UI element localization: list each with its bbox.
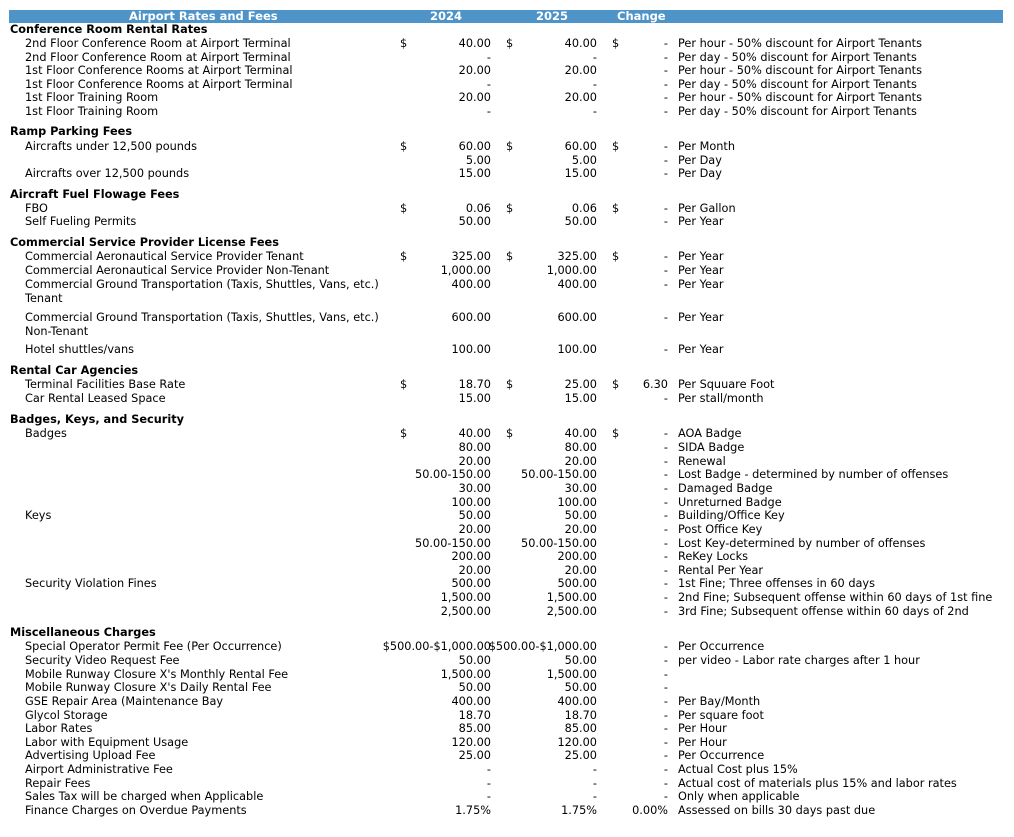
value-2025: 1.75%: [561, 804, 597, 817]
fee-note: Per Gallon: [678, 202, 736, 215]
change-value: -: [663, 668, 668, 681]
fee-label: FBO: [25, 202, 48, 215]
fee-note: Per Year: [678, 278, 724, 291]
change-value: -: [663, 681, 668, 694]
value-2025: 600.00: [557, 311, 597, 324]
value-2025: -: [592, 763, 597, 776]
section-title: Badges, Keys, and Security: [10, 413, 184, 426]
change-value: -: [663, 790, 668, 803]
fee-note: Per hour - 50% discount for Airport Tenants: [678, 91, 922, 104]
value-2024: 1,500.00: [440, 591, 491, 604]
fee-label: Badges: [25, 427, 67, 440]
value-2024: 50.00: [458, 681, 491, 694]
value-2025: 200.00: [557, 550, 597, 563]
fee-note: Per Hour: [678, 722, 727, 735]
change-value: -: [663, 640, 668, 653]
table-row: [0, 78, 1014, 92]
table-row: [0, 640, 1014, 654]
change-value: -: [663, 140, 668, 153]
change-value: -: [663, 311, 668, 324]
table-row: [0, 564, 1014, 578]
fee-note: Per square foot: [678, 709, 764, 722]
fee-label: Self Fueling Permits: [25, 215, 137, 228]
value-2025: 20.00: [564, 91, 597, 104]
value-2025: 20.00: [564, 64, 597, 77]
fee-note: Only when applicable: [678, 790, 800, 803]
value-2024: 1,500.00: [440, 668, 491, 681]
change-value: -: [663, 564, 668, 577]
fee-label: Mobile Runway Closure X's Daily Rental Fee: [25, 681, 272, 694]
value-2024: 50.00-150.00: [415, 537, 491, 550]
fee-note: Per hour - 50% discount for Airport Tenants: [678, 37, 922, 50]
value-2024: 500.00: [451, 577, 491, 590]
fee-note: ReKey Locks: [678, 550, 749, 563]
currency-symbol-2024: $: [400, 140, 408, 153]
change-value: -: [663, 105, 668, 118]
change-value: -: [663, 427, 668, 440]
section-title: Ramp Parking Fees: [10, 125, 133, 138]
fee-note: Per stall/month: [678, 392, 764, 405]
value-2024: 50.00: [458, 509, 491, 522]
value-2025: 80.00: [564, 441, 597, 454]
value-2025: $500.00-$1,000.00: [488, 640, 597, 653]
value-2025: 20.00: [564, 455, 597, 468]
change-value: -: [663, 654, 668, 667]
change-value: -: [663, 250, 668, 263]
table-row: [0, 804, 1014, 818]
fee-label: Glycol Storage: [25, 709, 108, 722]
currency-symbol-change: $: [612, 378, 620, 391]
value-2024: 40.00: [458, 37, 491, 50]
fee-note: Per Year: [678, 264, 724, 277]
fee-note: Per Bay/Month: [678, 695, 761, 708]
table-row: [0, 550, 1014, 564]
value-2024: 0.06: [465, 202, 491, 215]
currency-symbol-2024: $: [400, 427, 408, 440]
change-value: -: [663, 591, 668, 604]
fee-label: Advertising Upload Fee: [25, 749, 156, 762]
value-2024: 100.00: [451, 343, 491, 356]
value-2024: $500.00-$1,000.00: [382, 640, 491, 653]
value-2024: -: [486, 78, 491, 91]
section-header-row: [0, 23, 1014, 37]
fee-label: 2nd Floor Conference Room at Airport Terminal: [25, 37, 291, 50]
currency-symbol-2025: $: [506, 427, 514, 440]
table-row: [0, 311, 1014, 338]
change-value: -: [663, 264, 668, 277]
change-value: -: [663, 550, 668, 563]
value-2025: 100.00: [557, 343, 597, 356]
fee-label: 2nd Floor Conference Room at Airport Terminal: [25, 51, 291, 64]
currency-symbol-2024: $: [400, 378, 408, 391]
table-row: [0, 264, 1014, 278]
value-2025: 50.00: [564, 215, 597, 228]
value-2025: -: [592, 78, 597, 91]
fee-note: Per Squuare Foot: [678, 378, 775, 391]
value-2024: 60.00: [458, 140, 491, 153]
section-header-row: [0, 413, 1014, 427]
change-value: -: [663, 523, 668, 536]
table-row: [0, 681, 1014, 695]
sheet-title: Airport Rates and Fees: [129, 9, 278, 23]
value-2025: 0.06: [571, 202, 597, 215]
fee-label: Finance Charges on Overdue Payments: [25, 804, 247, 817]
value-2024: 100.00: [451, 496, 491, 509]
value-2025: 20.00: [564, 564, 597, 577]
change-value: -: [663, 78, 668, 91]
fee-label: Commercial Ground Transportation (Taxis, Shuttles, Vans, etc.) Non-Tenant: [25, 311, 379, 338]
value-2025: 400.00: [557, 695, 597, 708]
fee-note: Lost Key-determined by number of offenses: [678, 537, 926, 550]
fee-label: Aircrafts under 12,500 pounds: [25, 140, 197, 153]
fee-note: Assessed on bills 30 days past due: [678, 804, 876, 817]
value-2025: 15.00: [564, 167, 597, 180]
fee-note: AOA Badge: [678, 427, 742, 440]
fee-note: Per Year: [678, 215, 724, 228]
change-value: -: [663, 167, 668, 180]
fee-note: 3rd Fine; Subsequent offense within 60 days of 2nd: [678, 605, 969, 618]
change-value: -: [663, 215, 668, 228]
fee-label: Commercial Aeronautical Service Provider Tenant: [25, 250, 304, 263]
value-2025: 1,000.00: [546, 264, 597, 277]
table-row: [0, 468, 1014, 482]
section-header-row: [0, 364, 1014, 378]
value-2024: 85.00: [458, 722, 491, 735]
value-2024: -: [486, 105, 491, 118]
currency-symbol-change: $: [612, 250, 620, 263]
value-2024: 15.00: [458, 392, 491, 405]
value-2025: 50.00: [564, 509, 597, 522]
change-value: -: [663, 202, 668, 215]
fee-label: Sales Tax will be charged when Applicable: [25, 790, 264, 803]
value-2025: 400.00: [557, 278, 597, 291]
value-2024: 400.00: [451, 695, 491, 708]
fee-note: Per Hour: [678, 736, 727, 749]
currency-symbol-2024: $: [400, 250, 408, 263]
change-value: -: [663, 695, 668, 708]
fee-label: Repair Fees: [25, 777, 91, 790]
change-value: -: [663, 392, 668, 405]
table-row: [0, 668, 1014, 682]
change-value: 6.30: [642, 378, 668, 391]
fee-note: Actual Cost plus 15%: [678, 763, 798, 776]
value-2025: -: [592, 51, 597, 64]
fee-label: Keys: [25, 509, 52, 522]
table-row: [0, 695, 1014, 709]
column-header-2024: 2024: [430, 9, 463, 23]
value-2024: 25.00: [458, 749, 491, 762]
value-2025: 85.00: [564, 722, 597, 735]
currency-symbol-2024: $: [400, 202, 408, 215]
change-value: -: [663, 749, 668, 762]
value-2024: 40.00: [458, 427, 491, 440]
table-row: [0, 154, 1014, 168]
change-value: -: [663, 736, 668, 749]
value-2024: 2,500.00: [440, 605, 491, 618]
currency-symbol-change: $: [612, 202, 620, 215]
header-bar: [9, 10, 1003, 23]
table-row: [0, 736, 1014, 750]
currency-symbol-2025: $: [506, 378, 514, 391]
section-header-row: [0, 236, 1014, 250]
value-2025: 25.00: [564, 749, 597, 762]
fee-note: Renewal: [678, 455, 726, 468]
change-value: -: [663, 468, 668, 481]
fee-label: Airport Administrative Fee: [25, 763, 173, 776]
section-title: Commercial Service Provider License Fees: [10, 236, 279, 249]
value-2025: -: [592, 790, 597, 803]
table-row: [0, 523, 1014, 537]
fee-note: Per hour - 50% discount for Airport Tenants: [678, 64, 922, 77]
value-2024: 50.00-150.00: [415, 468, 491, 481]
value-2024: -: [486, 790, 491, 803]
section-title: Conference Room Rental Rates: [10, 23, 208, 36]
fee-label: Security Violation Fines: [25, 577, 157, 590]
change-value: -: [663, 496, 668, 509]
table-row: [0, 605, 1014, 619]
table-row: [0, 202, 1014, 216]
table-row: [0, 37, 1014, 51]
fee-note: Per Day: [678, 154, 722, 167]
column-header-change: Change: [617, 9, 666, 23]
value-2025: 40.00: [564, 37, 597, 50]
change-value: -: [663, 455, 668, 468]
value-2025: 50.00: [564, 681, 597, 694]
change-value: -: [663, 64, 668, 77]
change-value: -: [663, 343, 668, 356]
value-2024: 20.00: [458, 91, 491, 104]
fee-note: Lost Badge - determined by number of offenses: [678, 468, 949, 481]
table-row: [0, 441, 1014, 455]
fee-note: Per Day: [678, 167, 722, 180]
table-row: [0, 722, 1014, 736]
value-2025: 50.00: [564, 654, 597, 667]
value-2024: 80.00: [458, 441, 491, 454]
fee-label: Labor Rates: [25, 722, 93, 735]
fee-label: Commercial Aeronautical Service Provider Non-Tenant: [25, 264, 330, 277]
table-row: [0, 250, 1014, 264]
change-value: -: [663, 777, 668, 790]
currency-symbol-change: $: [612, 37, 620, 50]
table-row: [0, 749, 1014, 763]
value-2025: 60.00: [564, 140, 597, 153]
table-row: [0, 278, 1014, 305]
change-value: -: [663, 509, 668, 522]
table-row: [0, 140, 1014, 154]
fee-label: 1st Floor Training Room: [25, 91, 159, 104]
value-2024: 1,000.00: [440, 264, 491, 277]
currency-symbol-2024: $: [400, 37, 408, 50]
table-row: [0, 378, 1014, 392]
fee-label: 1st Floor Training Room: [25, 105, 159, 118]
fee-note: 1st Fine; Three offenses in 60 days: [678, 577, 876, 590]
value-2024: 20.00: [458, 64, 491, 77]
table-row: [0, 577, 1014, 591]
table-row: [0, 777, 1014, 791]
table-row: [0, 537, 1014, 551]
value-2024: 50.00: [458, 654, 491, 667]
currency-symbol-change: $: [612, 427, 620, 440]
column-header-2025: 2025: [536, 9, 569, 23]
value-2025: 1,500.00: [546, 668, 597, 681]
value-2024: 20.00: [458, 523, 491, 536]
currency-symbol-2025: $: [506, 37, 514, 50]
change-value: -: [663, 763, 668, 776]
fee-note: Per Occurrence: [678, 640, 765, 653]
fee-label: Terminal Facilities Base Rate: [25, 378, 186, 391]
fee-note: Per Year: [678, 343, 724, 356]
value-2025: 15.00: [564, 392, 597, 405]
table-row: [0, 709, 1014, 723]
table-row: [0, 763, 1014, 777]
change-value: -: [663, 154, 668, 167]
value-2025: 1,500.00: [546, 591, 597, 604]
change-value: -: [663, 709, 668, 722]
currency-symbol-2025: $: [506, 250, 514, 263]
section-header-row: [0, 626, 1014, 640]
fee-note: Per day - 50% discount for Airport Tenants: [678, 105, 917, 118]
value-2025: 40.00: [564, 427, 597, 440]
value-2024: -: [486, 763, 491, 776]
fee-note: Unreturned Badge: [678, 496, 782, 509]
fee-note: Per Month: [678, 140, 736, 153]
value-2025: 50.00-150.00: [521, 468, 597, 481]
fee-label: GSE Repair Area (Maintenance Bay: [25, 695, 224, 708]
value-2025: 120.00: [557, 736, 597, 749]
change-value: -: [663, 482, 668, 495]
value-2024: 200.00: [451, 550, 491, 563]
value-2025: 20.00: [564, 523, 597, 536]
fee-label: Special Operator Permit Fee (Per Occurrence): [25, 640, 282, 653]
value-2024: 120.00: [451, 736, 491, 749]
fee-note: 2nd Fine; Subsequent offense within 60 days of 1st fine: [678, 591, 993, 604]
value-2025: -: [592, 777, 597, 790]
change-value: -: [663, 91, 668, 104]
currency-symbol-2025: $: [506, 202, 514, 215]
value-2024: -: [486, 777, 491, 790]
value-2025: 5.00: [571, 154, 597, 167]
change-value: -: [663, 605, 668, 618]
fee-note: Rental Per Year: [678, 564, 764, 577]
fee-note: SIDA Badge: [678, 441, 745, 454]
table-row: [0, 591, 1014, 605]
value-2025: 50.00-150.00: [521, 537, 597, 550]
fee-label: Mobile Runway Closure X's Monthly Rental Fee: [25, 668, 289, 681]
value-2025: 25.00: [564, 378, 597, 391]
fee-label: Car Rental Leased Space: [25, 392, 166, 405]
table-row: [0, 343, 1014, 357]
fee-note: Post Office Key: [678, 523, 763, 536]
change-value: -: [663, 577, 668, 590]
table-row: [0, 654, 1014, 668]
fee-note: Per Occurrence: [678, 749, 765, 762]
value-2024: 20.00: [458, 455, 491, 468]
fee-label: 1st Floor Conference Rooms at Airport Terminal: [25, 78, 293, 91]
table-row: [0, 105, 1014, 119]
change-value: -: [663, 722, 668, 735]
table-row: [0, 167, 1014, 181]
table-row: [0, 509, 1014, 523]
table-row: [0, 91, 1014, 105]
currency-symbol-2025: $: [506, 140, 514, 153]
change-value: -: [663, 51, 668, 64]
fee-note: Per day - 50% discount for Airport Tenants: [678, 78, 917, 91]
table-row: [0, 51, 1014, 65]
value-2025: 18.70: [564, 709, 597, 722]
fee-note: Building/Office Key: [678, 509, 785, 522]
value-2024: 18.70: [458, 709, 491, 722]
fee-label: Labor with Equipment Usage: [25, 736, 189, 749]
table-row: [0, 496, 1014, 510]
value-2025: 100.00: [557, 496, 597, 509]
section-header-row: [0, 125, 1014, 139]
table-row: [0, 64, 1014, 78]
value-2024: 15.00: [458, 167, 491, 180]
fee-label: Hotel shuttles/vans: [25, 343, 135, 356]
value-2024: 1.75%: [455, 804, 491, 817]
value-2024: 5.00: [465, 154, 491, 167]
change-value: -: [663, 37, 668, 50]
section-title: Aircraft Fuel Flowage Fees: [10, 188, 180, 201]
section-title: Miscellaneous Charges: [10, 626, 156, 639]
table-row: [0, 392, 1014, 406]
value-2025: 500.00: [557, 577, 597, 590]
value-2024: 600.00: [451, 311, 491, 324]
fee-note: Per Year: [678, 250, 724, 263]
value-2024: 20.00: [458, 564, 491, 577]
fee-label: Aircrafts over 12,500 pounds: [25, 167, 190, 180]
fee-note: Per day - 50% discount for Airport Tenants: [678, 51, 917, 64]
table-row: [0, 482, 1014, 496]
section-title: Rental Car Agencies: [10, 364, 139, 377]
table-row: [0, 455, 1014, 469]
table-row: [0, 427, 1014, 441]
fee-note: per video - Labor rate charges after 1 hour: [678, 654, 920, 667]
value-2024: 325.00: [451, 250, 491, 263]
value-2024: -: [486, 51, 491, 64]
value-2024: 400.00: [451, 278, 491, 291]
fee-note: Damaged Badge: [678, 482, 773, 495]
table-row: [0, 790, 1014, 804]
value-2025: -: [592, 105, 597, 118]
change-value: 0.00%: [632, 804, 668, 817]
fee-label: 1st Floor Conference Rooms at Airport Terminal: [25, 64, 293, 77]
value-2025: 2,500.00: [546, 605, 597, 618]
change-value: -: [663, 278, 668, 291]
change-value: -: [663, 441, 668, 454]
fee-label: Security Video Request Fee: [25, 654, 180, 667]
value-2024: 30.00: [458, 482, 491, 495]
value-2024: 18.70: [458, 378, 491, 391]
change-value: -: [663, 537, 668, 550]
section-header-row: [0, 188, 1014, 202]
value-2025: 325.00: [557, 250, 597, 263]
fee-note: Actual cost of materials plus 15% and labor rates: [678, 777, 957, 790]
value-2024: 50.00: [458, 215, 491, 228]
currency-symbol-change: $: [612, 140, 620, 153]
value-2025: 30.00: [564, 482, 597, 495]
fee-label: Commercial Ground Transportation (Taxis, Shuttles, Vans, etc.) Tenant: [25, 278, 379, 305]
table-row: [0, 215, 1014, 229]
fee-note: Per Year: [678, 311, 724, 324]
